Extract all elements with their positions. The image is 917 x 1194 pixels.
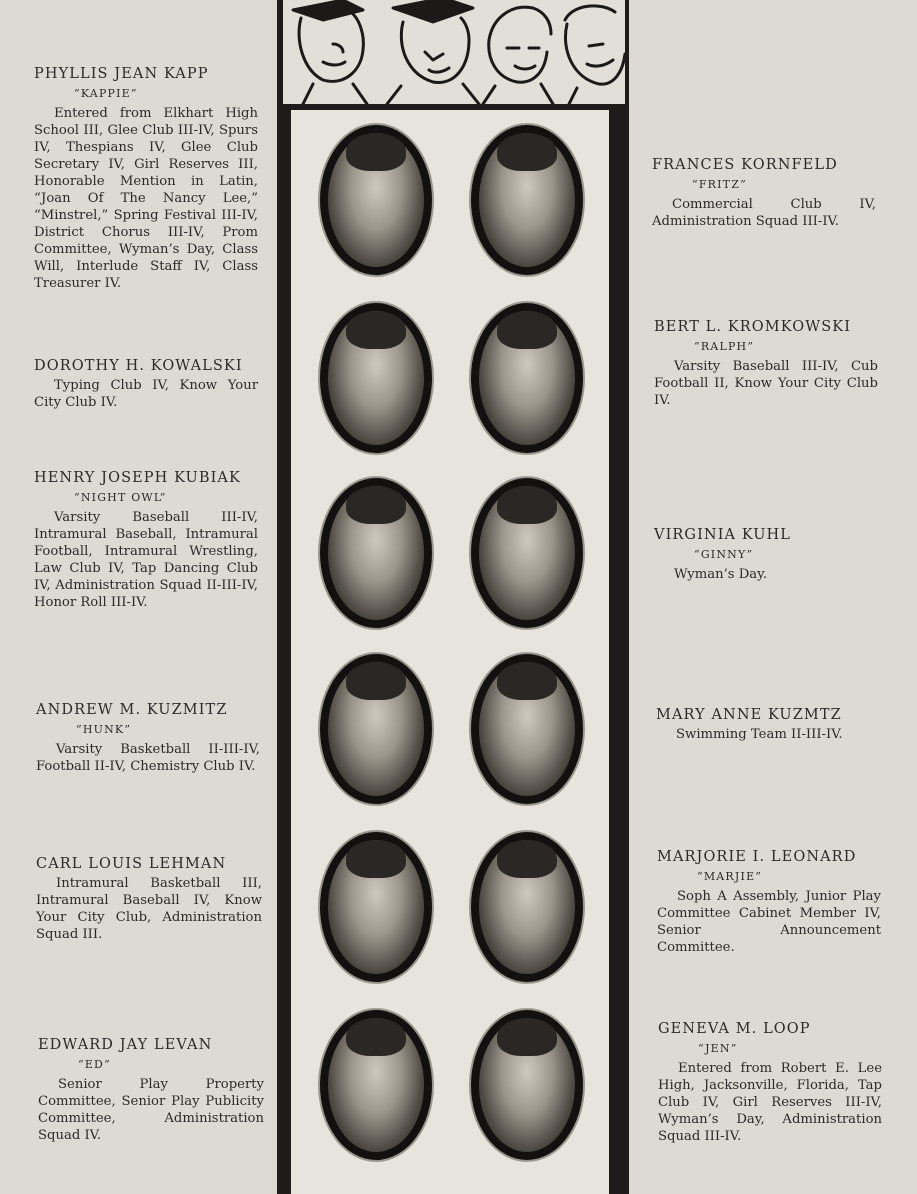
- student-nickname: “FRITZ”: [692, 178, 747, 191]
- student-activities: Entered from Elkhart High School III, Glee Club III-IV, Spurs IV, Thespians IV, Glee Club Secretary IV, Girl Reserves III, Honorable Mention in Latin, “Joan Of The Nancy Lee,” “Minstrel,” Spring Festival III-IV, District Chorus III-IV, Prom Committee, Wyman’s Day, Class Will, Interlude Staff IV, Class Treasurer IV.: [34, 106, 258, 291]
- senior-entry: [656, 707, 880, 743]
- student-nickname: “ED”: [78, 1058, 111, 1071]
- student-activities: Intramural Basketball III, Intramural Baseball IV, Know Your City Club, Administration Squad III.: [36, 876, 262, 942]
- graduates-header-illustration: [283, 0, 625, 104]
- portrait-photo: [320, 303, 432, 453]
- student-activities: Varsity Baseball III-IV, Intramural Baseball, Intramural Football, Intramural Wrestling, Law Club IV, Tap Dancing Club IV, Administration Squad II-III-IV, Honor Roll III-IV.: [34, 510, 258, 610]
- student-name: ANDREW M. KUZMITZ: [36, 702, 228, 718]
- student-nickname: “HUNK”: [76, 723, 132, 736]
- senior-entry: [36, 856, 262, 943]
- senior-entry: [652, 157, 876, 230]
- senior-entry: [34, 470, 258, 611]
- senior-entry: [654, 527, 878, 583]
- student-nickname: “MARJIE”: [697, 870, 763, 883]
- portrait-photo: [320, 125, 432, 275]
- portrait-photo: [471, 478, 583, 628]
- student-name: PHYLLIS JEAN KAPP: [34, 66, 209, 82]
- student-activities: Varsity Baseball III-IV, Cub Football II, Know Your City Club IV.: [654, 359, 878, 408]
- student-activities: Senior Play Property Committee, Senior Play Publicity Committee, Administration Squad IV.: [38, 1077, 264, 1143]
- student-activities: Varsity Basketball II-III-IV, Football II-IV, Chemistry Club IV.: [36, 742, 260, 774]
- senior-entry: [34, 358, 258, 411]
- student-activities: Wyman’s Day.: [674, 567, 768, 582]
- senior-entry: [38, 1037, 264, 1144]
- student-name: EDWARD JAY LEVAN: [38, 1037, 213, 1053]
- student-name: GENEVA M. LOOP: [658, 1021, 811, 1037]
- student-name: HENRY JOSEPH KUBIAK: [34, 470, 241, 486]
- student-name: MARY ANNE KUZMTZ: [656, 707, 842, 723]
- senior-entry: [654, 319, 878, 409]
- student-nickname: “GINNY”: [694, 548, 754, 561]
- student-name: MARJORIE I. LEONARD: [657, 849, 857, 865]
- portrait-photo: [471, 654, 583, 804]
- portrait-photo: [320, 1010, 432, 1160]
- student-name: VIRGINIA KUHL: [654, 527, 792, 543]
- student-nickname: “NIGHT OWL”: [74, 491, 167, 504]
- student-activities: Entered from Robert E. Lee High, Jacksonville, Florida, Tap Club IV, Girl Reserves III-IV, Wyman’s Day, Administration Squad III-IV.: [658, 1061, 882, 1144]
- portrait-photo: [471, 1010, 583, 1160]
- student-nickname: “KAPPIE”: [74, 87, 138, 100]
- senior-entry: [36, 702, 260, 775]
- student-activities: Commercial Club IV, Administration Squad III-IV.: [652, 197, 876, 229]
- student-name: DOROTHY H. KOWALSKI: [34, 358, 243, 374]
- senior-entry: [34, 66, 258, 292]
- student-activities: Swimming Team II-III-IV.: [676, 727, 843, 742]
- portrait-photo: [320, 478, 432, 628]
- portrait-photo: [320, 654, 432, 804]
- graduates-illustration-icon: [283, 0, 625, 104]
- portrait-photo: [471, 832, 583, 982]
- portrait-photo: [471, 125, 583, 275]
- student-activities: Typing Club IV, Know Your City Club IV.: [34, 378, 258, 410]
- student-nickname: “JEN”: [698, 1042, 738, 1055]
- student-nickname: “RALPH”: [694, 340, 755, 353]
- portrait-photo: [471, 303, 583, 453]
- senior-entry: [658, 1021, 882, 1145]
- student-name: BERT L. KROMKOWSKI: [654, 319, 852, 335]
- student-activities: Soph A Assembly, Junior Play Committee Cabinet Member IV, Senior Announcement Committee.: [657, 889, 881, 955]
- student-name: CARL LOUIS LEHMAN: [36, 856, 227, 872]
- student-name: FRANCES KORNFELD: [652, 157, 838, 173]
- portrait-photo: [320, 832, 432, 982]
- senior-entry: [657, 849, 881, 956]
